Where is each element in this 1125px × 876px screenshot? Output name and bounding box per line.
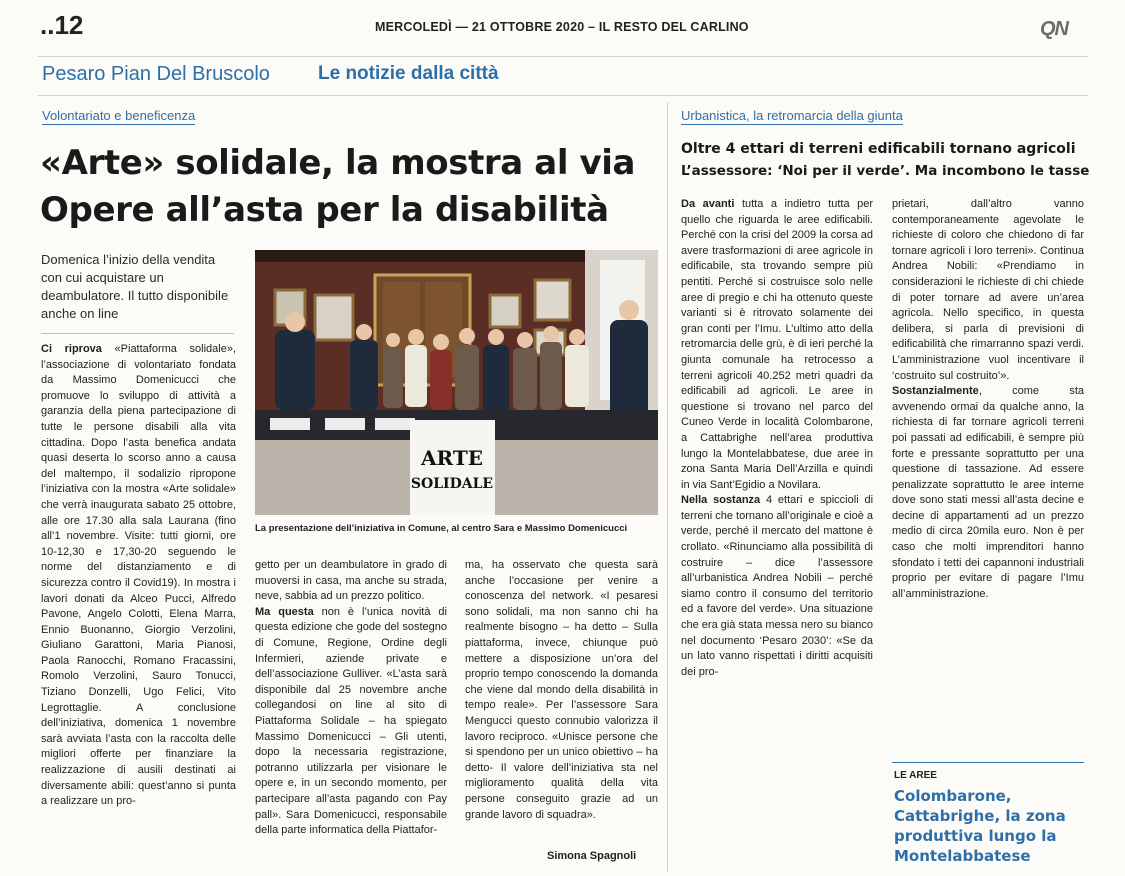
page-number: ..12 (40, 10, 84, 40)
headline-line-2: Opere all’asta per la disabilità (40, 190, 609, 230)
col1-text: «Piattaforma solidale», l’associazione di volontariato fondata da Massimo Domenicucci che promuove lo sviluppo di attività a garanzia della piena partecipazione di tutte le persone disabili alla vita cittadina. Dopo l’asta benefica andata quasi deserta lo scorso anno a causa del maltempo, il sodalizio ripropone l’iniziativa con la mostra «Arte solidale» che verrà inaugurata sabato 25 ottobre, alle ore 17.30 alla sala Laurana (fino all’1 novembre. Visite: tutti giorni, ore 10-12,30 e 17,30-20 seguendo le norme del distanziamento e di sicurezza contro il Covid19). In mostra i lavori donati da Alceo Pucci, Alfredo Pavone, Angelo Colotti, Elena Marra, Ennio Buonanno, Giorgio Verzolini, Giuliano Garattoni, Maria Pianosi, Paola Ranocchi, Romano Fracassini, Romolo Verzolini, Sauro Tonucci, Tiziano Donzelli, Ugo Felici, Vito Legrottaglie. A conclusione dell’iniziativa, domenica 1 novembre sarà avviata l’asta con la raccolta delle migliori offerte per finanziare la realizzazione di ausili destinati ai diversamente abili: quest’anno si punta a realizzare un pro- (41, 343, 236, 808)
photo-illustration (255, 250, 658, 515)
left-col-1 (41, 342, 236, 868)
box-label: LE AREE (894, 770, 937, 781)
headline-line-1: «Arte» solidale, la mostra al via (40, 143, 636, 183)
left-col-2 (255, 558, 447, 868)
section-subtitle: Le notizie dalla città (318, 63, 499, 84)
right-col-2 (892, 197, 1084, 745)
photo-caption: La presentazione dell’iniziativa in Comune, al centro Sara e Massimo Domenicucci (255, 523, 628, 534)
box-title: Colombarone, Cattabrighe, la zona produttiva lungo la Montelabbatese (894, 787, 1066, 865)
col4-text-2: 4 ettari e spiccioli di terreni che tornano all’originale e cioè a verde, perché il mercato del mattone è crollato. «Rinunciamo alla possibilità di costruire – dice l’assessore all’urbanistica Andrea Nobili – perché siamo contro il consumo del territorio ed a favore del verde». Una situazione che era già stata messa nero su bianco nel documento ‘Pesaro 2030’: «Se da un lato vanno rispettati i diritti acquisiti dei pro- (681, 494, 873, 678)
right-subheadline: L’assessore: ‘Noi per il verde’. Ma incombono le tasse (681, 163, 1090, 179)
summary-divider (41, 333, 234, 334)
col4-text: tutta a indietro tutta per quello che riguarda le aree edificabili. Perché con la crisi del 2009 la corsa ad avere trasformazioni di aree agricole in edificabile, sta trovando sempre più pentiti. Perché si costruisce solo nelle aree di pregio e chi ha ottenuto queste varianti si è ritrovato solamente dei gran conti per l’Imu. L’ultimo atto della retromarcia delle grù, è di ieri perché la giunta comunale ha retrocesso a terreni agricoli 40.252 metri quadri da edificabili ad agricoli. Le aree in questione si trovano nel parco del Cuneo Verde in località Colombarone, a Cattabrighe nell’area produttiva lungo la Montelabbatese, due aree in zona Santa Maria Dell’Arzilla e quindi in via Sant’Egidio a Novilara. (681, 198, 873, 491)
right-headline-block (681, 138, 1091, 182)
col2-text-a: getto per un deambulatore in grado di muoversi in casa, ma anche su strada, neve, sabbia ad un prezzo politico. (255, 559, 447, 603)
box-divider (892, 762, 1084, 763)
right-col-1 (681, 197, 873, 867)
left-summary: Domenica l’inizio della vendita con cui acquistare un deambulatore. Il tutto disponibile anche on line (41, 252, 229, 321)
byline: Simona Spagnoli (547, 850, 637, 862)
col3-text: ma, ha osservato che questa sarà anche l’occasione per venire a conoscenza del network. «I pesaresi sono solidali, ma non sanno chi ha realmente bisogno – ha detto – Sulla piattaforma, invece, chiunque può mettere a disposizione un’ora del proprio tempo conoscendo la domanda che viene dal mondo della disabilità in tempo reale». Per l’assessore Sara Mengucci questo connubio valorizza il lavoro reciproco. «Unisce persone che si spendono per un unico obiettivo – ha detto- Il valore dell’iniziativa sta nel miglioramento qualità della vita persone conseguito grazie ad un grande lavoro di squadra». (465, 559, 658, 821)
svg-text:ARTE: ARTE (421, 446, 483, 470)
col2-text-b: non è l’unica novità di questa edizione che gode del sostegno di Comune, Regione, Ordine degli Infermieri, aziende private e dell’associazione Gulliver. «L’asta sarà disponibile dal 25 novembre anche collegandosi on line al sito di Piattaforma Solidale – ha spiegato Massimo Domenicucci – Gli utenti, dopo la necessaria registrazione, potranno utilizzarla per visionare le opere e, in un secondo momento, per partecipare all’asta pagando con Pay pall». Sara Domenicucci, responsabile della parte informatica della Piattafor- (255, 605, 447, 837)
col5-text: prietari, dall’altro vanno contemporaneamente agevolate le richieste di coloro che chiedono di far tornare agricoli i loro terreni». Continua Andrea Nobili: «Prendiamo in considerazioni le richieste di chi chiede di poter tornare ad avere un’area agricola. Nello specifico, in questa delibera, si parla di previsioni di edificabilità che rimarranno spazi verdi. L’amministrazione vuol incentivare il ‘costruito sul costruito’». (892, 198, 1084, 382)
col1-lead: Ci riprova (41, 343, 102, 355)
svg-text:SOLIDALE: SOLIDALE (410, 476, 494, 492)
right-headline: Oltre 4 ettari di terreni edificabili tornano agricoli (681, 141, 1076, 157)
newspaper-logo: QN (1040, 18, 1068, 40)
dateline: MERCOLEDÌ — 21 OTTOBRE 2020 – IL RESTO DEL CARLINO (375, 20, 749, 34)
col4-lead-2: Nella sostanza (681, 494, 761, 507)
col5-lead: Sostanzialmente (892, 385, 979, 398)
col2-lead: Ma questa (255, 605, 314, 618)
left-kicker: Volontariato e beneficenza (42, 108, 196, 123)
col4-lead: Da avanti (681, 198, 735, 210)
col5-text-2: , come sta avvenendo ormai da qualche anno, la richiesta di far tornare agricoli terreni poi passati ad edificabili, è sempre più forte e pressante soprattutto per una questione di tassazione. Ad essere penalizzate soprattutto le aree interne dove sono stati messi all’asta decine e decine di appartamenti ad un prezzo medio di circa 20mila euro. Non è per caso che molti imprenditori hanno sfondato i tetti dei capannoni industriali proprio per evitare di pagare l’Imu all’amministrazione. (892, 385, 1084, 600)
article-photo (255, 250, 658, 515)
section-bar (38, 56, 1088, 96)
left-col-3 (465, 558, 658, 848)
section-city: Pesaro Pian Del Bruscolo (42, 63, 270, 85)
left-headline (40, 140, 660, 234)
right-kicker: Urbanistica, la retromarcia della giunta (681, 108, 903, 123)
column-divider (667, 102, 668, 872)
